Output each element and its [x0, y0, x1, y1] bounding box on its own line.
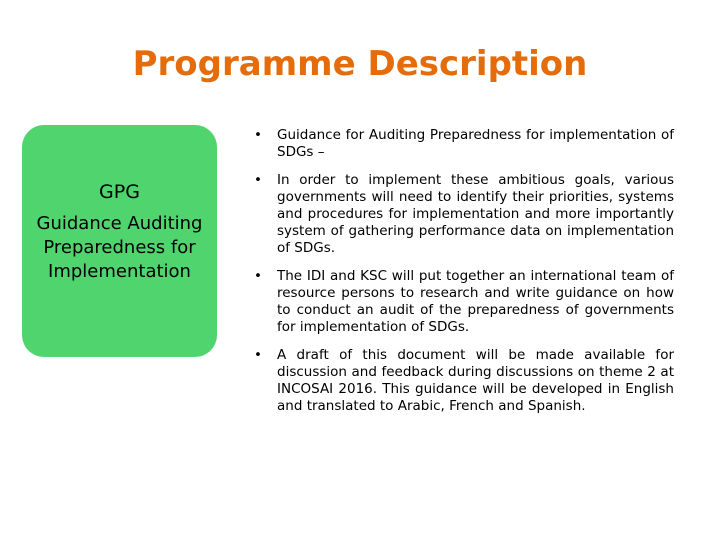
- bullet-marker: •: [254, 347, 262, 363]
- bullet-text: The IDI and KSC will put together an international team of resource persons to research and write guidance on how to conduct an audit of the preparedness of governments for implementation of SDGs.: [277, 268, 674, 335]
- bullet-list: [248, 127, 674, 426]
- slide-title: Programme Description: [132, 44, 588, 84]
- bullet-text: In order to implement these ambitious goals, various governments will need to identify their priorities, systems and procedures for implementation and more importantly system of gathering performance data on implementation of SDGs.: [277, 172, 674, 256]
- bullet-item: [248, 347, 674, 415]
- bullet-marker: •: [254, 172, 262, 188]
- bullet-text: Guidance for Auditing Preparedness for implementation of SDGs –: [277, 127, 674, 160]
- box-line-2: Preparedness for: [43, 237, 196, 258]
- box-line-3: Implementation: [48, 261, 191, 282]
- gpg-box: [22, 125, 217, 357]
- bullet-item: [248, 127, 674, 161]
- bullet-marker: •: [254, 268, 262, 284]
- bullet-item: [248, 172, 674, 257]
- bullet-item: [248, 268, 674, 336]
- bullet-marker: •: [254, 127, 262, 143]
- bullet-text: A draft of this document will be made available for discussion and feedback during discussions on theme 2 at INCOSAI 2016. This guidance will be developed in English and translated to Arabic, French and Spanish.: [277, 347, 674, 414]
- box-heading: GPG: [99, 181, 140, 203]
- box-line-1: Guidance Auditing: [36, 213, 203, 234]
